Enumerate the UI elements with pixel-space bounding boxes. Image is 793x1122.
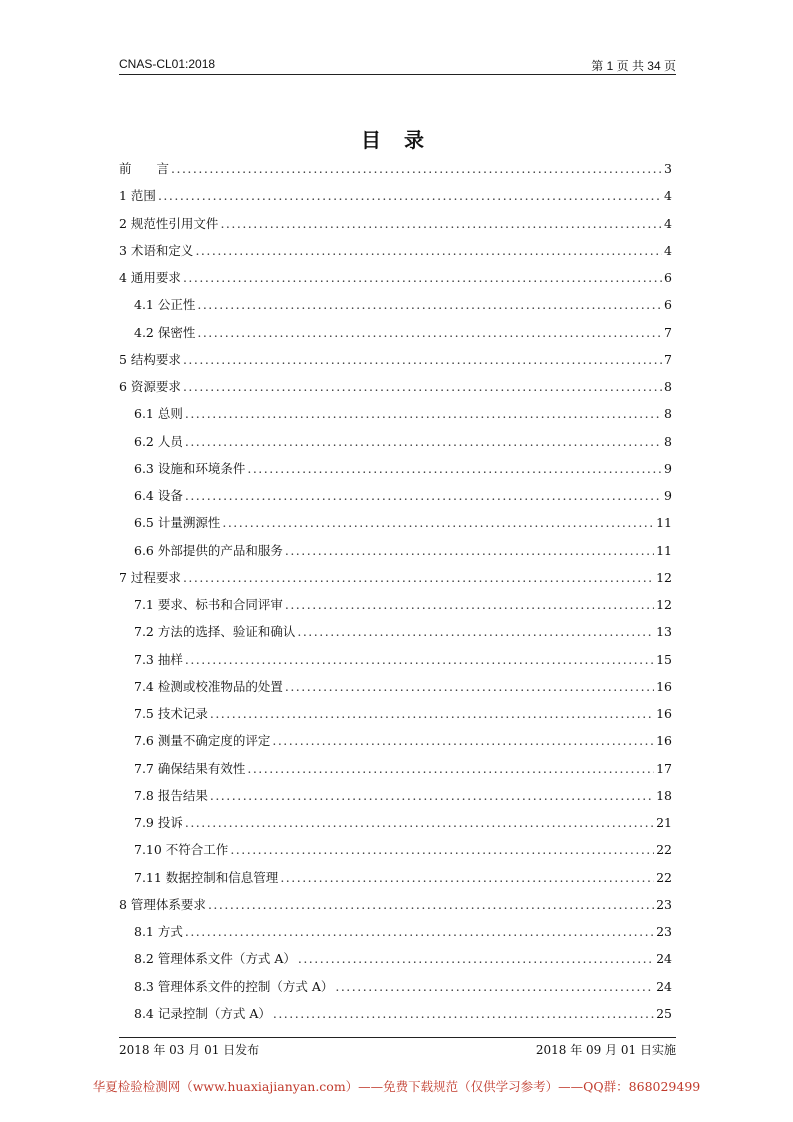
toc-entry-page: 8 bbox=[664, 433, 672, 449]
toc-entry-page: 4 bbox=[664, 188, 672, 204]
toc-entry[interactable] bbox=[119, 809, 672, 836]
toc-entry[interactable] bbox=[119, 346, 672, 373]
toc-entry-label: 6.5 计量溯源性 bbox=[134, 515, 221, 531]
toc-entry[interactable] bbox=[119, 1000, 672, 1027]
toc-entry-label: 7.9 投诉 bbox=[134, 815, 183, 830]
toc-dot-leader bbox=[195, 237, 662, 264]
page-number-info: 第 1 页 共 34 页 bbox=[591, 59, 676, 73]
toc-dot-leader bbox=[197, 291, 662, 318]
toc-entry-label: 8.4 记录控制（方式 A） bbox=[134, 1005, 271, 1021]
toc-dot-leader bbox=[273, 1000, 654, 1027]
toc-entry-label: 7.10 不符合工作 bbox=[134, 842, 229, 858]
standard-code: CNAS-CL01:2018 bbox=[119, 57, 216, 71]
toc-entry-label: 2 规范性引用文件 bbox=[119, 215, 219, 231]
toc-entry[interactable] bbox=[119, 291, 672, 318]
toc-dot-leader bbox=[285, 591, 654, 618]
toc-dot-leader bbox=[285, 673, 654, 700]
toc-dot-leader bbox=[272, 727, 654, 754]
footer-divider bbox=[119, 1037, 676, 1038]
toc-dot-leader bbox=[183, 264, 662, 291]
toc-dot-leader bbox=[197, 319, 662, 346]
toc-entry-page: 21 bbox=[656, 815, 672, 830]
toc-entry-label: 6.2 人员 bbox=[134, 433, 183, 449]
toc-entry-label: 6 资源要求 bbox=[119, 379, 181, 394]
toc-entry[interactable] bbox=[119, 455, 672, 482]
toc-dot-leader bbox=[210, 782, 654, 809]
toc-entry[interactable] bbox=[119, 591, 672, 618]
toc-entry[interactable] bbox=[119, 182, 672, 209]
toc-entry-label: 8 管理体系要求 bbox=[119, 896, 206, 912]
toc-entry-page: 24 bbox=[656, 951, 672, 967]
toc-entry[interactable] bbox=[119, 918, 672, 945]
toc-entry-page: 13 bbox=[656, 624, 672, 640]
toc-entry-label: 7.3 抽样 bbox=[134, 651, 183, 667]
toc-entry-label: 4 通用要求 bbox=[119, 270, 181, 285]
toc-dot-leader bbox=[185, 428, 662, 455]
toc-entry[interactable] bbox=[119, 537, 672, 564]
toc-entry-page: 8 bbox=[664, 379, 672, 394]
toc-entry-page: 12 bbox=[656, 569, 672, 585]
toc-entry[interactable] bbox=[119, 210, 672, 237]
toc-entry[interactable] bbox=[119, 727, 672, 754]
toc-entry-page: 24 bbox=[656, 978, 672, 994]
toc-entry-label: 3 术语和定义 bbox=[119, 242, 194, 258]
toc-entry-page: 16 bbox=[656, 678, 672, 694]
toc-entry[interactable] bbox=[119, 428, 672, 455]
table-of-contents bbox=[119, 155, 672, 1027]
toc-entry-page: 6 bbox=[664, 270, 672, 285]
toc-entry[interactable] bbox=[119, 973, 672, 1000]
toc-entry-page: 23 bbox=[656, 896, 672, 912]
toc-entry-page: 25 bbox=[656, 1005, 672, 1021]
toc-dot-leader bbox=[247, 755, 654, 782]
toc-entry[interactable] bbox=[119, 319, 672, 346]
toc-entry[interactable] bbox=[119, 945, 672, 972]
toc-entry[interactable] bbox=[119, 836, 672, 863]
toc-entry-page: 3 bbox=[664, 161, 672, 176]
toc-entry-label: 7.2 方法的选择、验证和确认 bbox=[134, 624, 296, 640]
toc-dot-leader bbox=[247, 455, 662, 482]
toc-entry[interactable] bbox=[119, 646, 672, 673]
toc-entry-label: 6.1 总则 bbox=[134, 406, 183, 422]
toc-entry-label: 7.1 要求、标书和合同评审 bbox=[134, 597, 283, 612]
toc-entry-page: 17 bbox=[656, 760, 672, 776]
toc-entry[interactable] bbox=[119, 864, 672, 891]
toc-entry[interactable] bbox=[119, 155, 672, 182]
toc-entry[interactable] bbox=[119, 618, 672, 645]
toc-entry-label: 7 过程要求 bbox=[119, 569, 181, 585]
toc-entry-label: 7.4 检测或校准物品的处置 bbox=[134, 678, 283, 694]
toc-entry-label: 8.2 管理体系文件（方式 A） bbox=[134, 951, 296, 967]
toc-dot-leader bbox=[185, 482, 662, 509]
toc-entry-label: 前 言 bbox=[119, 161, 170, 176]
toc-entry-label: 5 结构要求 bbox=[119, 351, 181, 367]
toc-dot-leader bbox=[158, 182, 662, 209]
toc-entry-page: 22 bbox=[656, 869, 672, 885]
toc-entry[interactable] bbox=[119, 755, 672, 782]
page-header bbox=[119, 57, 676, 75]
toc-entry-page: 4 bbox=[664, 215, 672, 231]
toc-dot-leader bbox=[297, 618, 654, 645]
toc-entry-page: 16 bbox=[656, 733, 672, 749]
toc-entry[interactable] bbox=[119, 673, 672, 700]
toc-entry[interactable] bbox=[119, 264, 672, 291]
toc-entry-page: 23 bbox=[656, 924, 672, 939]
toc-dot-leader bbox=[298, 945, 654, 972]
toc-dot-leader bbox=[210, 700, 654, 727]
toc-dot-leader bbox=[171, 155, 662, 182]
toc-entry-label: 7.11 数据控制和信息管理 bbox=[134, 869, 279, 885]
toc-entry[interactable] bbox=[119, 373, 672, 400]
toc-dot-leader bbox=[185, 400, 662, 427]
toc-entry-label: 6.4 设备 bbox=[134, 488, 183, 503]
toc-dot-leader bbox=[183, 373, 662, 400]
toc-dot-leader bbox=[280, 864, 654, 891]
toc-dot-leader bbox=[222, 509, 654, 536]
toc-dot-leader bbox=[208, 891, 654, 918]
effective-date: 2018 年 09 月 01 日实施 bbox=[535, 1043, 676, 1057]
toc-entry[interactable] bbox=[119, 400, 672, 427]
toc-entry-page: 6 bbox=[664, 297, 672, 313]
toc-entry-label: 7.5 技术记录 bbox=[134, 706, 208, 721]
toc-entry[interactable] bbox=[119, 482, 672, 509]
toc-dot-leader bbox=[335, 973, 654, 1000]
toc-dot-leader bbox=[185, 918, 654, 945]
toc-dot-leader bbox=[185, 809, 654, 836]
toc-entry-label: 1 范围 bbox=[119, 188, 156, 204]
toc-entry-label: 7.6 测量不确定度的评定 bbox=[134, 733, 271, 749]
toc-dot-leader bbox=[183, 564, 654, 591]
toc-entry-label: 7.7 确保结果有效性 bbox=[134, 760, 246, 776]
toc-entry-page: 16 bbox=[656, 706, 672, 721]
toc-title: 目 录 bbox=[361, 128, 432, 152]
toc-entry-label: 6.6 外部提供的产品和服务 bbox=[134, 542, 283, 558]
toc-entry-page: 11 bbox=[656, 515, 672, 531]
toc-entry-page: 12 bbox=[656, 597, 672, 612]
toc-entry-page: 18 bbox=[656, 787, 672, 803]
toc-entry[interactable] bbox=[119, 237, 672, 264]
toc-entry-label: 6.3 设施和环境条件 bbox=[134, 460, 246, 476]
toc-entry-page: 8 bbox=[664, 406, 672, 422]
toc-entry-label: 4.1 公正性 bbox=[134, 297, 196, 313]
toc-dot-leader bbox=[230, 836, 654, 863]
toc-entry-page: 9 bbox=[664, 460, 672, 476]
toc-dot-leader bbox=[183, 346, 662, 373]
toc-entry-page: 7 bbox=[664, 351, 672, 367]
toc-entry-page: 7 bbox=[664, 324, 672, 340]
toc-entry-label: 8.3 管理体系文件的控制（方式 A） bbox=[134, 978, 334, 994]
toc-dot-leader bbox=[185, 646, 654, 673]
toc-entry[interactable] bbox=[119, 509, 672, 536]
toc-dot-leader bbox=[285, 537, 654, 564]
toc-entry-page: 4 bbox=[664, 242, 672, 258]
toc-dot-leader bbox=[220, 210, 662, 237]
issue-date: 2018 年 03 月 01 日发布 bbox=[119, 1043, 260, 1057]
toc-entry[interactable] bbox=[119, 700, 672, 727]
toc-entry[interactable] bbox=[119, 891, 672, 918]
toc-entry[interactable] bbox=[119, 782, 672, 809]
toc-entry-label: 7.8 报告结果 bbox=[134, 787, 208, 803]
toc-entry-page: 22 bbox=[656, 842, 672, 858]
toc-entry-label: 8.1 方式 bbox=[134, 924, 183, 939]
toc-entry-page: 15 bbox=[656, 651, 672, 667]
toc-entry[interactable] bbox=[119, 564, 672, 591]
toc-entry-label: 4.2 保密性 bbox=[134, 324, 196, 340]
watermark-banner: 华夏检验检测网（www.huaxiajianyan.com）——免费下载规范（仅供学习参考）——QQ群：868029499 bbox=[92, 1079, 701, 1094]
toc-entry-page: 9 bbox=[664, 488, 672, 503]
toc-entry-page: 11 bbox=[656, 542, 672, 558]
